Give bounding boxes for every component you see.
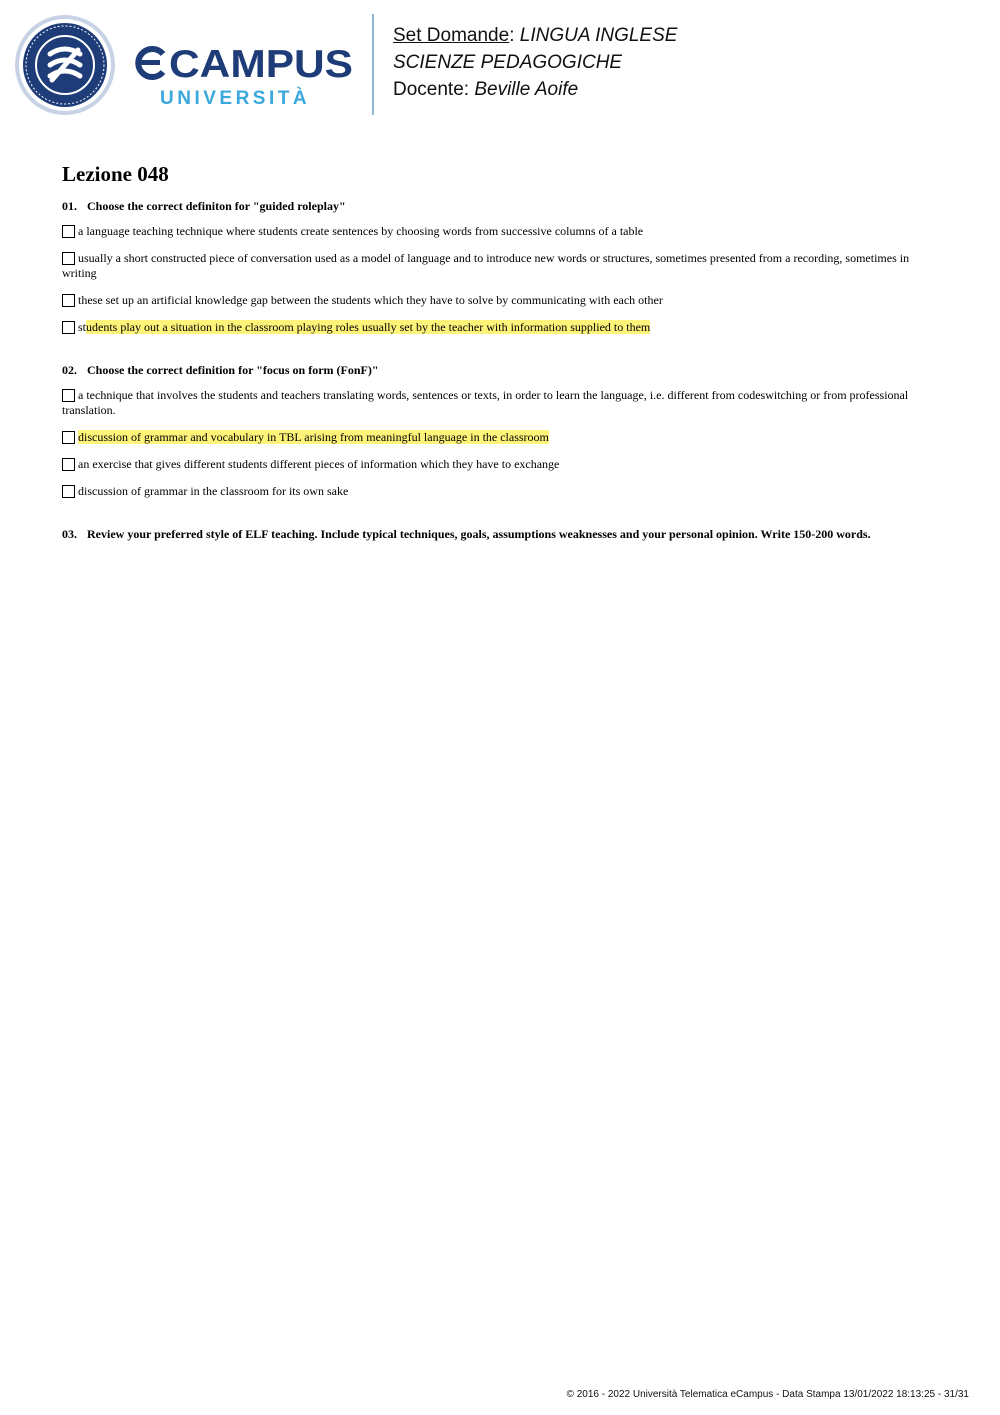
option-text-prefix: st — [78, 320, 87, 334]
question-set — [62, 160, 942, 552]
answer-option[interactable] — [62, 484, 942, 499]
question-text: Choose the correct definiton for "guided roleplay" — [87, 199, 346, 213]
teacher-name: Beville Aoife — [474, 79, 579, 100]
answer-checkbox[interactable] — [62, 321, 75, 334]
highlighted-answer-text: udents play out a situation in the classroom playing roles usually set by the teacher with information supplied to them — [86, 320, 651, 334]
lesson-title: Lezione 048 — [62, 162, 169, 186]
answer-checkbox[interactable] — [62, 485, 75, 498]
answer-option[interactable] — [62, 224, 942, 239]
option-text: discussion of grammar in the classroom for its own sake — [78, 484, 349, 498]
option-text: usually a short constructed piece of conversation used as a model of language and to introduce new words or structures, sometimes presented from a recording, sometimes in writing — [62, 251, 910, 280]
page-header — [0, 0, 1000, 125]
answer-option-highlighted[interactable] — [62, 430, 942, 445]
set-value: LINGUA INGLESE — [519, 25, 678, 46]
teacher-line: Docente: Beville Aoife — [393, 79, 579, 100]
question-number: 03. — [62, 527, 77, 541]
answer-checkbox[interactable] — [62, 458, 75, 471]
option-text: a technique that involves the students and teachers translating words, sentences or texts, in order to learn the language, i.e. different from codeswitching or from professional translation. — [62, 388, 909, 417]
question-text: Review your preferred style of ELF teaching. Include typical techniques, goals, assumptions weaknesses and your personal opinion. Write 150-200 words. — [87, 527, 871, 541]
option-text: these set up an artificial knowledge gap between the students which they have to solve by communicating with each other — [78, 293, 663, 307]
ecampus-seal-logo — [14, 14, 116, 116]
teacher-label: Docente — [393, 79, 464, 100]
header-divider — [372, 14, 374, 115]
answer-option[interactable] — [62, 457, 942, 472]
answer-checkbox[interactable] — [62, 389, 75, 402]
highlighted-answer-text: discussion of grammar and vocabulary in TBL arising from meaningful language in the classroom — [78, 430, 549, 444]
answer-checkbox[interactable] — [62, 252, 75, 265]
logo-subtitle: UNIVERSITÀ — [160, 88, 311, 109]
question-01 — [62, 199, 942, 214]
header-info — [393, 22, 677, 103]
ecampus-wordmark — [133, 42, 355, 82]
course-name: SCIENZE PEDAGOGICHE — [393, 52, 623, 73]
question-number: 01. — [62, 199, 77, 213]
question-02 — [62, 363, 942, 378]
page-footer: © 2016 - 2022 Università Telematica eCampus - Data Stampa 13/01/2022 18:13:25 - 31/31 — [566, 1389, 969, 1400]
question-03 — [62, 527, 942, 542]
answer-option[interactable] — [62, 293, 942, 308]
question-text: Choose the correct definition for "focus on form (FonF)" — [87, 363, 379, 377]
answer-option[interactable] — [62, 251, 942, 281]
set-label: Set Domande — [393, 25, 510, 46]
svg-text:CAMPUS: CAMPUS — [169, 43, 353, 82]
answer-option-highlighted[interactable] — [62, 320, 942, 335]
answer-checkbox[interactable] — [62, 294, 75, 307]
option-text: a language teaching technique where students create sentences by choosing words from successive columns of a table — [78, 224, 644, 238]
question-number: 02. — [62, 363, 77, 377]
set-line: Set Domande: LINGUA INGLESE — [393, 25, 678, 46]
option-text: an exercise that gives different students different pieces of information which they have to exchange — [78, 457, 560, 471]
answer-checkbox[interactable] — [62, 225, 75, 238]
answer-option[interactable] — [62, 388, 942, 418]
answer-checkbox[interactable] — [62, 431, 75, 444]
